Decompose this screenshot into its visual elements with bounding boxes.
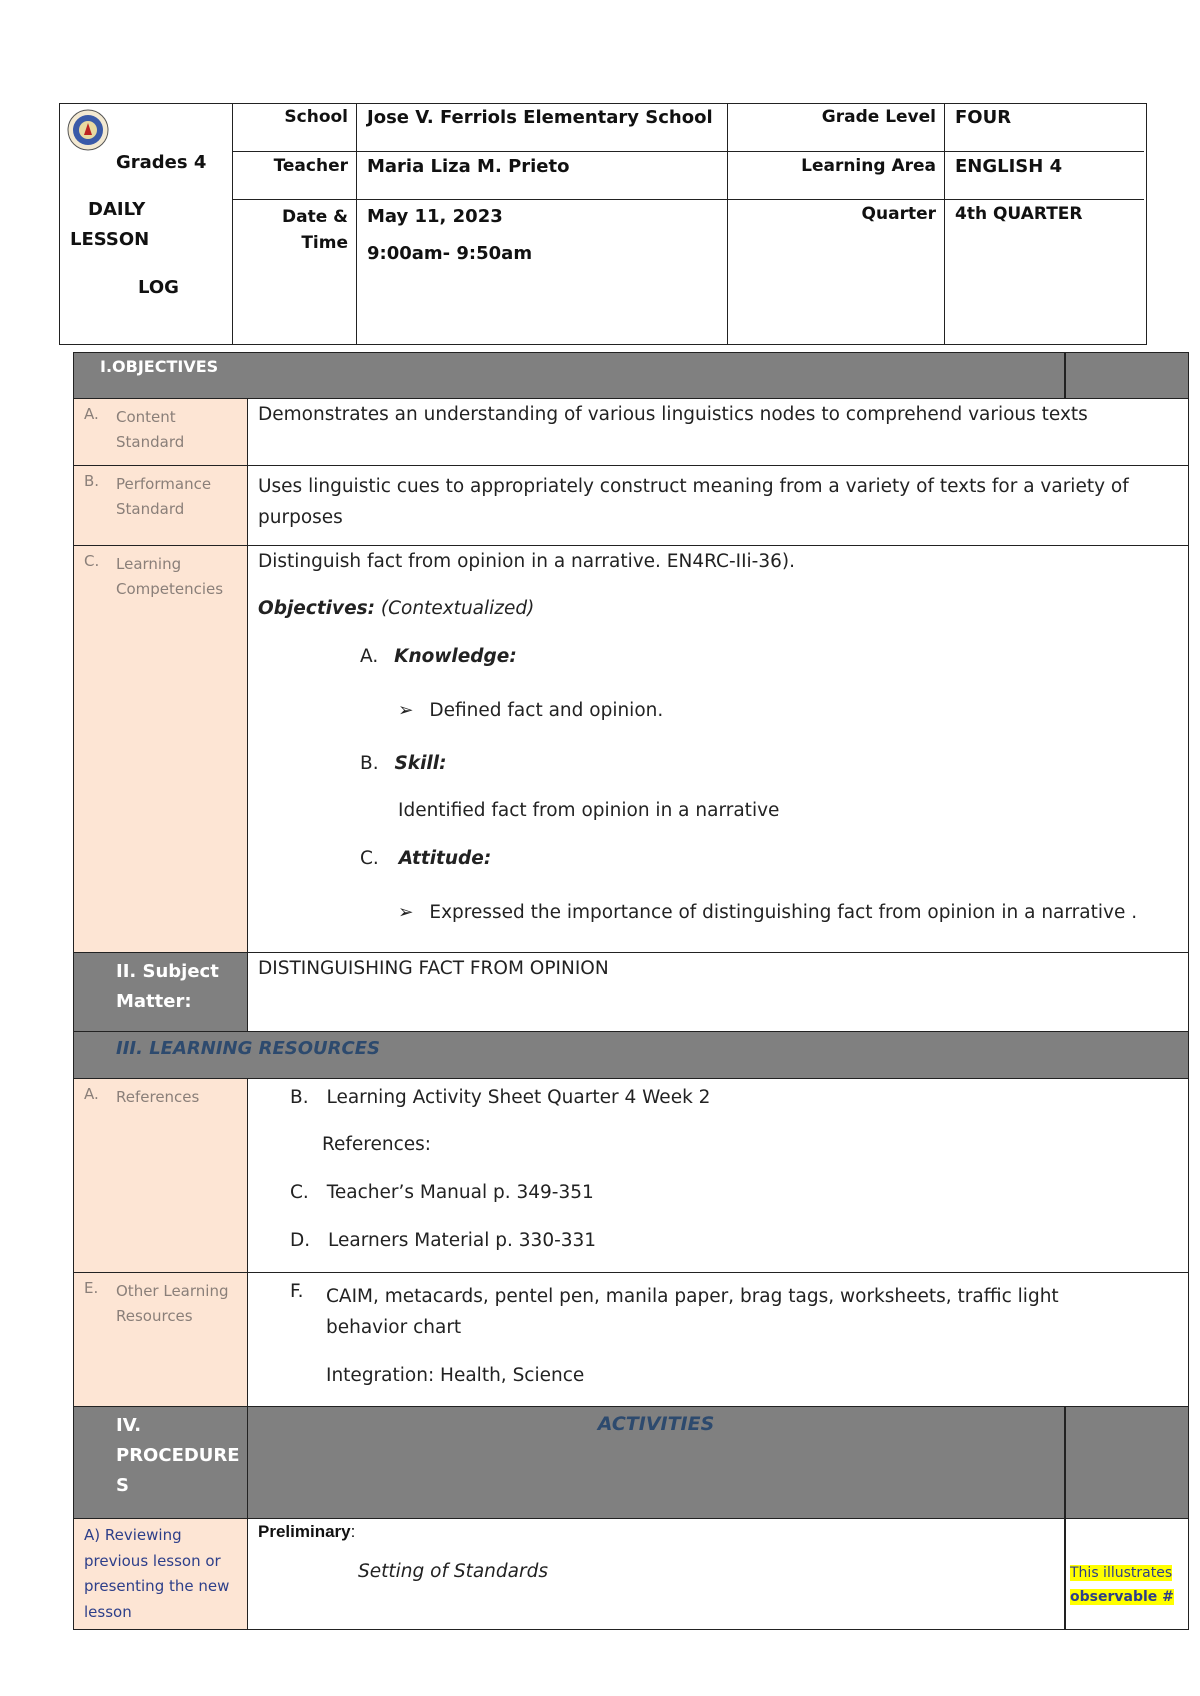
knowledge-item-text: Defined fact and opinion. bbox=[429, 700, 664, 721]
knowledge-letter: A. bbox=[360, 646, 379, 667]
performance-label-line: Performance bbox=[116, 475, 212, 493]
las-text: Learning Activity Sheet Quarter 4 Week 2 bbox=[326, 1087, 711, 1108]
resources-label-line: Resources bbox=[116, 1307, 193, 1325]
competencies-label bbox=[116, 552, 223, 602]
materials-line-2: behavior chart bbox=[326, 1317, 462, 1338]
date-time-label bbox=[232, 199, 356, 344]
references-row bbox=[74, 1078, 1188, 1272]
other-resources-row bbox=[74, 1272, 1188, 1406]
learning-label-line: Learning bbox=[116, 555, 182, 573]
skill-letter: B. bbox=[360, 753, 379, 774]
performance-standard-row bbox=[74, 465, 1188, 545]
subject-matter-text: DISTINGUISHING FACT FROM OPINION bbox=[258, 958, 609, 979]
quarter-label: Quarter bbox=[727, 199, 944, 344]
content-standard-cell bbox=[248, 399, 1188, 465]
content-standard-text: Demonstrates an understanding of various linguistics nodes to comprehend various texts bbox=[258, 404, 1088, 425]
references-sub-label: References: bbox=[322, 1134, 432, 1155]
notes-divider bbox=[1064, 1519, 1066, 1629]
tm-letter: C. bbox=[290, 1182, 309, 1203]
teacher-value: Maria Liza M. Prieto bbox=[356, 151, 727, 199]
subject-matter-row bbox=[74, 952, 1188, 1031]
performance-standard-label-cell bbox=[74, 466, 248, 545]
performance-text-line-2: purposes bbox=[258, 507, 343, 528]
knowledge-heading bbox=[360, 646, 517, 667]
competency-statement: Distinguish fact from opinion in a narrative. EN4RC-IIi-36). bbox=[258, 551, 795, 572]
observable-note bbox=[1070, 1561, 1174, 1609]
knowledge-label: Knowledge: bbox=[394, 646, 517, 667]
performance-standard-letter: B. bbox=[84, 472, 100, 490]
performance-standard-text bbox=[258, 471, 1129, 533]
materials-text bbox=[326, 1281, 1059, 1343]
content-standard-label bbox=[116, 405, 184, 455]
observable-note-line-2: observable # bbox=[1070, 1589, 1174, 1605]
subject-matter-cell bbox=[248, 953, 1188, 1031]
preliminary-label: Preliminary bbox=[258, 1522, 351, 1541]
competencies-letter: C. bbox=[84, 552, 100, 570]
procedures-heading-row bbox=[74, 1406, 1188, 1518]
content-standard-letter: A. bbox=[84, 405, 99, 423]
learning-area-label: Learning Area bbox=[727, 151, 944, 199]
skill-heading bbox=[360, 753, 447, 774]
deped-seal-icon bbox=[66, 108, 110, 152]
date-time-value bbox=[356, 199, 727, 344]
attitude-label: Attitude: bbox=[398, 848, 492, 869]
lesson-table bbox=[73, 352, 1189, 1630]
reviewing-label-line-1: A) Reviewing bbox=[84, 1526, 182, 1544]
materials-line-1: CAIM, metacards, pentel pen, manila paper, brag tags, worksheets, traffic light bbox=[326, 1286, 1059, 1307]
materials-letter: F. bbox=[290, 1281, 304, 1302]
header-table bbox=[59, 103, 1147, 345]
reviewing-label-line-2: previous lesson or bbox=[84, 1551, 221, 1570]
standard-label-line-2: Standard bbox=[116, 500, 185, 518]
objectives-note: (Contextualized) bbox=[380, 598, 535, 619]
procedures-divider bbox=[1064, 1407, 1066, 1519]
reviewing-row bbox=[74, 1518, 1188, 1629]
objectives-heading-row bbox=[74, 353, 1188, 398]
learning-resources-heading: III. LEARNING RESOURCES bbox=[116, 1038, 380, 1059]
quarter-value: 4th QUARTER bbox=[944, 199, 1144, 344]
school-value: Jose V. Ferriols Elementary School bbox=[356, 103, 727, 152]
reviewing-label-cell bbox=[74, 1519, 248, 1629]
lm-letter: D. bbox=[290, 1230, 311, 1251]
references-label-cell bbox=[74, 1079, 248, 1272]
other-resources-cell bbox=[248, 1273, 1188, 1406]
references-label: References bbox=[116, 1088, 200, 1106]
content-label-line: Content bbox=[116, 408, 176, 426]
attitude-heading bbox=[360, 848, 491, 869]
lm-text: Learners Material p. 330-331 bbox=[328, 1230, 597, 1251]
dll-line-1: DAILY bbox=[88, 199, 146, 220]
arrow-bullet-icon: ➢ bbox=[398, 700, 414, 721]
school-label: School bbox=[232, 103, 356, 152]
procedures-label-line-1: IV. bbox=[116, 1415, 142, 1436]
date-value: May 11, 2023 bbox=[367, 206, 503, 227]
procedures-label-line-2: PROCEDURE bbox=[116, 1445, 240, 1466]
time-label: Time bbox=[301, 233, 348, 253]
reviewing-activity-cell bbox=[248, 1519, 1064, 1629]
time-value: 9:00am- 9:50am bbox=[367, 243, 533, 264]
procedures-label-cell bbox=[74, 1407, 248, 1518]
subject-matter-label bbox=[116, 957, 219, 1017]
reviewing-label-line-4: lesson bbox=[84, 1602, 132, 1621]
procedures-label-line-3: S bbox=[116, 1475, 129, 1496]
dll-line-2: LESSON bbox=[70, 229, 150, 250]
knowledge-item bbox=[398, 700, 663, 721]
skill-item: Identified fact from opinion in a narrative bbox=[398, 800, 780, 821]
grades-label: Grades 4 bbox=[116, 152, 207, 173]
references-letter: A. bbox=[84, 1085, 99, 1103]
performance-text-line-1: Uses linguistic cues to appropriately construct meaning from a variety of texts for a variety of bbox=[258, 476, 1129, 497]
setting-standards: Setting of Standards bbox=[358, 1561, 548, 1582]
las-letter: B. bbox=[290, 1087, 309, 1108]
heading-divider bbox=[1064, 353, 1066, 398]
subject-matter-label-cell bbox=[74, 953, 248, 1031]
attitude-item-text: Expressed the importance of distinguishing fact from opinion in a narrative . bbox=[429, 902, 1138, 923]
lm-reference bbox=[290, 1230, 596, 1251]
activities-heading: ACTIVITIES bbox=[597, 1413, 715, 1435]
procedures-label bbox=[116, 1411, 240, 1501]
date-label: Date & bbox=[282, 207, 348, 227]
grade-level-label: Grade Level bbox=[727, 103, 944, 152]
tm-reference bbox=[290, 1182, 594, 1203]
attitude-item bbox=[398, 902, 1137, 923]
observable-note-line-1: This illustrates bbox=[1070, 1565, 1173, 1581]
preliminary-colon: : bbox=[350, 1522, 356, 1541]
learning-area-value: ENGLISH 4 bbox=[944, 151, 1144, 199]
arrow-bullet-icon: ➢ bbox=[398, 902, 414, 923]
content-standard-label-cell bbox=[74, 399, 248, 465]
teacher-label: Teacher bbox=[232, 151, 356, 199]
integration-text: Integration: Health, Science bbox=[326, 1365, 585, 1386]
matter-label-line: Matter: bbox=[116, 991, 192, 1012]
content-standard-row bbox=[74, 398, 1188, 465]
objectives-line bbox=[258, 598, 534, 619]
performance-standard-label bbox=[116, 472, 211, 522]
attitude-letter: C. bbox=[360, 848, 379, 869]
tm-text: Teacher’s Manual p. 349-351 bbox=[326, 1182, 594, 1203]
competencies-cell bbox=[248, 546, 1188, 952]
preliminary-line bbox=[258, 1522, 355, 1542]
references-cell bbox=[248, 1079, 1188, 1272]
skill-label: Skill: bbox=[394, 753, 447, 774]
las-reference bbox=[290, 1087, 710, 1108]
dll-line-3: LOG bbox=[138, 277, 179, 298]
standard-label-line: Standard bbox=[116, 433, 185, 451]
other-resources-label bbox=[116, 1279, 228, 1329]
competencies-label-line: Competencies bbox=[116, 580, 224, 598]
reviewing-label bbox=[84, 1523, 229, 1625]
objectives-heading: I.OBJECTIVES bbox=[100, 357, 219, 376]
competencies-row bbox=[74, 545, 1188, 952]
objectives-label: Objectives: bbox=[258, 598, 376, 619]
competencies-label-cell bbox=[74, 546, 248, 952]
grade-level-value: FOUR bbox=[944, 103, 1144, 152]
learning-resources-heading-row bbox=[74, 1031, 1188, 1078]
other-resources-letter: E. bbox=[84, 1279, 99, 1297]
other-resources-label-cell bbox=[74, 1273, 248, 1406]
other-learning-label-line: Other Learning bbox=[116, 1282, 229, 1300]
subject-label-line: II. Subject bbox=[116, 961, 219, 982]
reviewing-label-line-3: presenting the new bbox=[84, 1577, 230, 1595]
performance-standard-cell bbox=[248, 466, 1188, 545]
